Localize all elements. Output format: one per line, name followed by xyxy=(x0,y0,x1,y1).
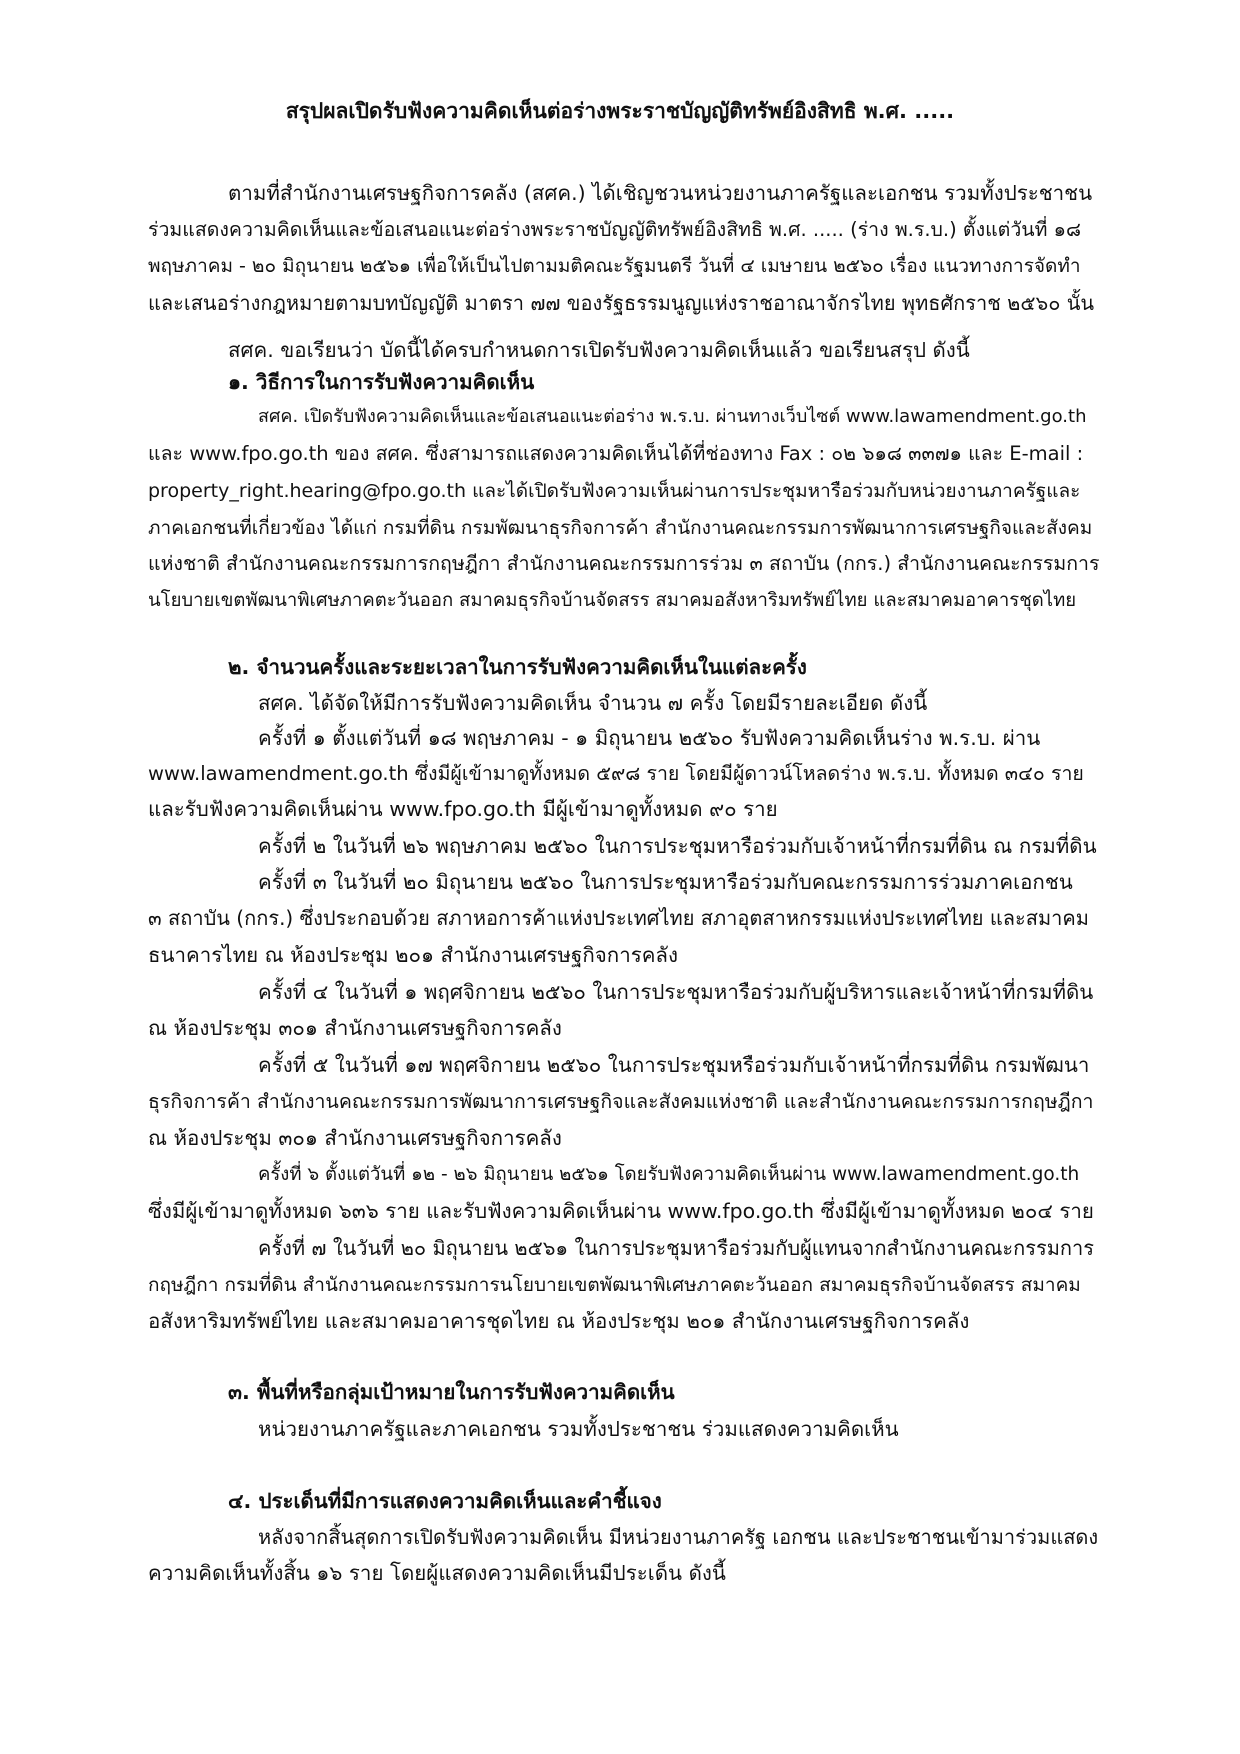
section-2-line: ครั้งที่ ๖ ตั้งแต่วันที่ ๑๒ - ๒๖ มิถุนายน ๒๕๖๑ โดยรับฟังความคิดเห็นผ่าน www.lawamendment.go.th xyxy=(258,1164,1080,1185)
section-3-heading: ๓. พื้นที่หรือกลุ่มเป้าหมายในการรับฟังความคิดเห็น xyxy=(228,1380,675,1404)
section-4-line: ความคิดเห็นทั้งสิ้น ๑๖ ราย โดยผู้แสดงความคิดเห็นมีประเด็น ดังนี้ xyxy=(148,1561,726,1585)
document-title: สรุปผลเปิดรับฟังความคิดเห็นต่อร่างพระราชบัญญัติทรัพย์อิงสิทธิ พ.ศ. ..... xyxy=(285,99,955,123)
intro-line-2: ร่วมแสดงความคิดเห็นและข้อเสนอแนะต่อร่างพระราชบัญญัติทรัพย์อิงสิทธิ พ.ศ. ..... (ร่าง พ.ร.บ.) ตั้งแต่วันที่ ๑๘ xyxy=(148,218,1082,241)
section-2-heading: ๒. จำนวนครั้งและระยะเวลาในการรับฟังความคิดเห็นในแต่ละครั้ง xyxy=(228,655,807,679)
section-2-line: ธุรกิจการค้า สำนักงานคณะกรรมการพัฒนาการเศรษฐกิจและสังคมแห่งชาติ และสำนักงานคณะกรรมการกฤษฎีกา xyxy=(148,1090,1094,1113)
section-2-line: ธนาคารไทย ณ ห้องประชุม ๒๐๑ สำนักงานเศรษฐกิจการคลัง xyxy=(148,943,679,967)
section-3-line: หน่วยงานภาครัฐและภาคเอกชน รวมทั้งประชาชน ร่วมแสดงความคิดเห็น xyxy=(258,1417,899,1441)
section-2-line: ๓ สถาบัน (กกร.) ซึ่งประกอบด้วย สภาหอการค้าแห่งประเทศไทย สภาอุตสาหกรรมแห่งประเทศไทย และสมาคม xyxy=(148,906,1089,930)
section-1-line: ภาคเอกชนที่เกี่ยวข้อง ได้แก่ กรมที่ดิน กรมพัฒนาธุรกิจการค้า สำนักงานคณะกรรมการพัฒนาการเศรษฐกิจและสังคม xyxy=(148,517,1093,539)
section-2-line: กฤษฎีกา กรมที่ดิน สำนักงานคณะกรรมการนโยบายเขตพัฒนาพิเศษภาคตะวันออก สมาคมธุรกิจบ้านจัดสรร สมาคม xyxy=(148,1274,1081,1296)
section-4-heading: ๔. ประเด็นที่มีการแสดงความคิดเห็นและคำชี้แจง xyxy=(228,1489,662,1513)
section-2-line: ครั้งที่ ๒ ในวันที่ ๒๖ พฤษภาคม ๒๕๖๐ ในการประชุมหารือร่วมกับเจ้าหน้าที่กรมที่ดิน ณ กรมที่ดิน xyxy=(258,834,1097,858)
section-1-heading: ๑. วิธีการในการรับฟังความคิดเห็น xyxy=(228,370,535,394)
section-2-line: www.lawamendment.go.th ซึ่งมีผู้เข้ามาดูทั้งหมด ๕๙๘ ราย โดยมีผู้ดาวน์โหลดร่าง พ.ร.บ. ทั้งหมด ๓๔๐ ราย xyxy=(148,762,1084,785)
section-4-line: หลังจากสิ้นสุดการเปิดรับฟังความคิดเห็น มีหน่วยงานภาครัฐ เอกชน และประชาชนเข้ามาร่วมแสดง xyxy=(258,1525,1099,1549)
section-1-line: property_right.hearing@fpo.go.th และได้เปิดรับฟังความเห็นผ่านการประชุมหารือร่วมกับหน่วยงานภาครัฐและ xyxy=(148,480,1081,502)
section-2-line: สศค. ได้จัดให้มีการรับฟังความคิดเห็น จำนวน ๗ ครั้ง โดยมีรายละเอียด ดังนี้ xyxy=(258,691,928,715)
section-2-line: ครั้งที่ ๔ ในวันที่ ๑ พฤศจิกายน ๒๕๖๐ ในการประชุมหารือร่วมกับผู้บริหารและเจ้าหน้าที่กรมที่ดิน xyxy=(258,980,1094,1004)
intro-line-4: และเสนอร่างกฎหมายตามบทบัญญัติ มาตรา ๗๗ ของรัฐธรรมนูญแห่งราชอาณาจักรไทย พุทธศักราช ๒๕๖๐ นั้น xyxy=(148,291,1095,315)
section-2-line: ณ ห้องประชุม ๓๐๑ สำนักงานเศรษฐกิจการคลัง xyxy=(148,1126,562,1150)
section-2-line: ครั้งที่ ๑ ตั้งแต่วันที่ ๑๘ พฤษภาคม - ๑ มิถุนายน ๒๕๖๐ รับฟังความคิดเห็นร่าง พ.ร.บ. ผ่าน xyxy=(258,726,1041,750)
section-1-line: สศค. เปิดรับฟังความคิดเห็นและข้อเสนอแนะต่อร่าง พ.ร.บ. ผ่านทางเว็บไซต์ www.lawamendment.go.th xyxy=(258,406,1087,427)
section-2-line: ครั้งที่ ๓ ในวันที่ ๒๐ มิถุนายน ๒๕๖๐ ในการประชุมหารือร่วมกับคณะกรรมการร่วมภาคเอกชน xyxy=(258,870,1073,894)
summary-line: สศค. ขอเรียนว่า บัดนี้ได้ครบกำหนดการเปิดรับฟังความคิดเห็นแล้ว ขอเรียนสรุป ดังนี้ xyxy=(228,338,970,362)
section-2-line: ครั้งที่ ๕ ในวันที่ ๑๗ พฤศจิกายน ๒๕๖๐ ในการประชุมหรือร่วมกับเจ้าหน้าที่กรมที่ดิน กรมพัฒนา xyxy=(258,1053,1090,1077)
section-2-line: ณ ห้องประชุม ๓๐๑ สำนักงานเศรษฐกิจการคลัง xyxy=(148,1016,562,1040)
section-2-line: อสังหาริมทรัพย์ไทย และสมาคมอาคารชุดไทย ณ ห้องประชุม ๒๐๑ สำนักงานเศรษฐกิจการคลัง xyxy=(148,1309,970,1333)
section-2-line: ครั้งที่ ๗ ในวันที่ ๒๐ มิถุนายน ๒๕๖๑ ในการประชุมหารือร่วมกับผู้แทนจากสำนักงานคณะกรรมการ xyxy=(258,1236,1094,1260)
intro-line-1: ตามที่สำนักงานเศรษฐกิจการคลัง (สศค.) ได้เชิญชวนหน่วยงานภาครัฐและเอกชน รวมทั้งประชาชน xyxy=(228,181,1093,205)
section-1-line: แห่งชาติ สำนักงานคณะกรรมการกฤษฎีกา สำนักงานคณะกรรมการร่วม ๓ สถาบัน (กกร.) สำนักงานคณะกรรมการ xyxy=(148,552,1100,575)
section-1-line: นโยบายเขตพัฒนาพิเศษภาคตะวันออก สมาคมธุรกิจบ้านจัดสรร สมาคมอสังหาริมทรัพย์ไทย และสมาคมอาคารชุดไทย xyxy=(148,590,1077,611)
intro-line-3: พฤษภาคม - ๒๐ มิถุนายน ๒๕๖๑ เพื่อให้เป็นไปตามมติคณะรัฐมนตรี วันที่ ๔ เมษายน ๒๕๖๐ เรื่อง แนวทางการจัดทำ xyxy=(148,255,1081,277)
section-1-line: และ www.fpo.go.th ของ สศค. ซึ่งสามารถแสดงความคิดเห็นได้ที่ช่องทาง Fax : ๐๒ ๖๑๘ ๓๓๗๑ และ E-mail : xyxy=(148,442,1084,465)
section-2-line: และรับฟังความคิดเห็นผ่าน www.fpo.go.th มีผู้เข้ามาดูทั้งหมด ๙๐ ราย xyxy=(148,797,778,821)
section-2-line: ซึ่งมีผู้เข้ามาดูทั้งหมด ๖๓๖ ราย และรับฟังความคิดเห็นผ่าน www.fpo.go.th ซึ่งมีผู้เข้ามาดูทั้งหมด ๒๐๔ ราย xyxy=(148,1199,1094,1223)
